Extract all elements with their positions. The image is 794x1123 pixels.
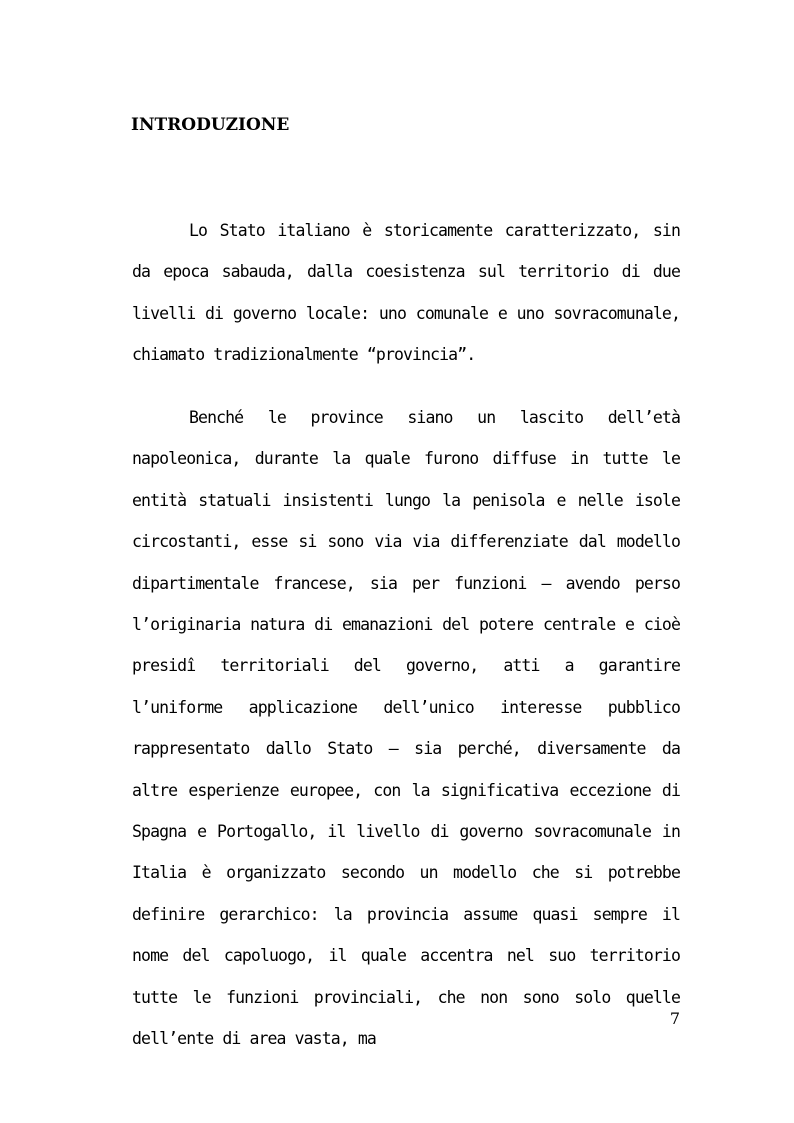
page-number: 7 bbox=[669, 1009, 680, 1028]
section-heading: INTRODUZIONE bbox=[131, 115, 290, 135]
paragraph-2: Benché le province siano un lascito dell’età napoleonica, durante la quale furono diffuse in tutte le entità statuali insistenti lungo la penisola e nelle isole circostanti, esse si sono via via differenziate dal modello dipartimentale francese, sia per funzioni – avendo perso l’originaria natura di emanazioni del potere centrale e cioè presidî territoriali del governo, atti a garantire l’uniforme applicazione dell’unico interesse pubblico rappresentato dallo Stato – sia perché, diversamente da altre esperienze europee, con la significativa eccezione di Spagna e Portogallo, il livello di governo sovracomunale in Italia è organizzato secondo un modello che si potrebbe definire gerarchico: la provincia assume quasi sempre il nome del capoluogo, il quale accentra nel suo territorio tutte le funzioni provinciali, che non sono solo quelle dell’ente di area vasta, ma bbox=[132, 408, 680, 1049]
paragraph-1: Lo Stato italiano è storicamente caratterizzato, sin da epoca sabauda, dalla coesistenza sul territorio di due livelli di governo locale: uno comunale e uno sovracomunale, chiamato tradizionalmente “provincia”. bbox=[132, 221, 680, 365]
